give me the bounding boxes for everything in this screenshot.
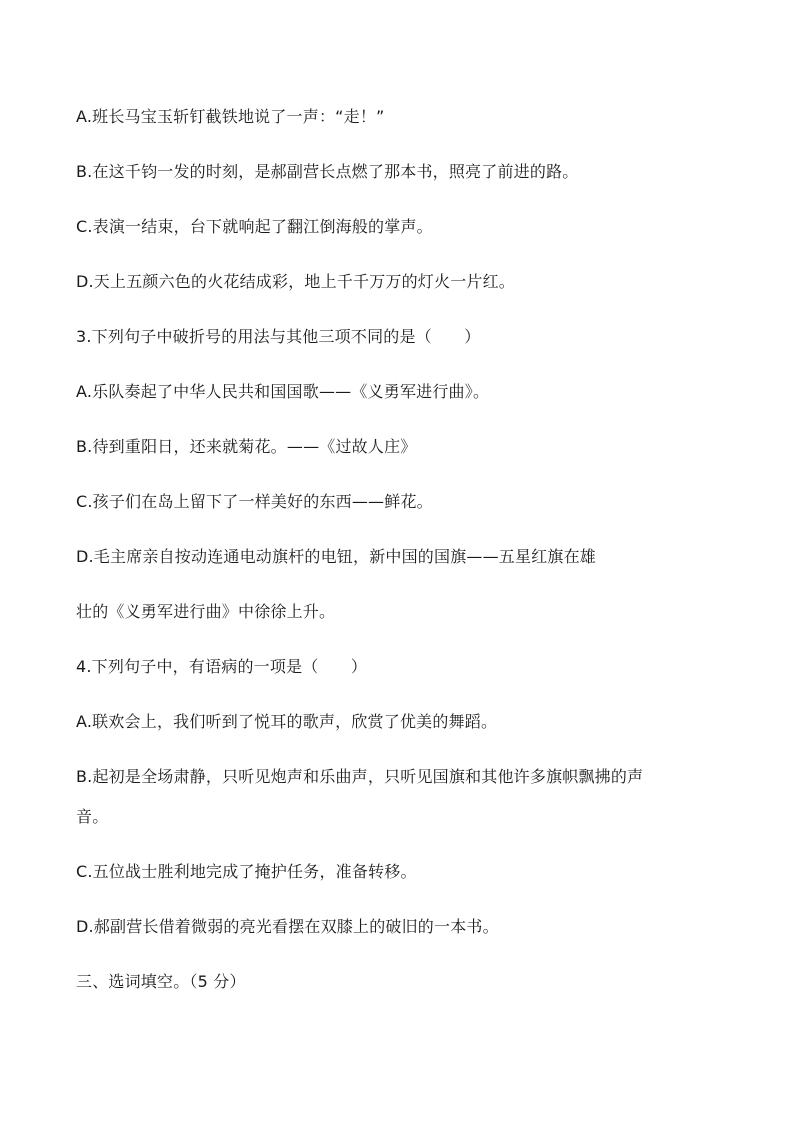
- q3-option-a: A.乐队奏起了中华人民共和国国歌——《义勇军进行曲》。: [76, 382, 490, 401]
- q2-option-d: D.天上五颜六色的火花结成彩，地上千千万万的灯火一片红。: [76, 272, 516, 291]
- q4-option-b-line-1: B.起初是全场肃静，只听见炮声和乐曲声，只听见国旗和其他许多旗帜飘拂的声: [76, 767, 644, 786]
- q4-option-a: A.联欢会上，我们听到了悦耳的歌声，欣赏了优美的舞蹈。: [76, 712, 498, 731]
- question-3-stem: 3.下列句子中破折号的用法与其他三项不同的是（ ）: [76, 327, 481, 346]
- q4-option-d: D.郝副营长借着微弱的亮光看摆在双膝上的破旧的一本书。: [76, 917, 499, 936]
- question-4-stem: 4.下列句子中，有语病的一项是（ ）: [76, 657, 368, 676]
- q2-option-c: C.表演一结束，台下就响起了翻江倒海般的掌声。: [76, 217, 433, 236]
- q2-option-a: A.班长马宝玉斩钉截铁地说了一声：“走！”: [76, 107, 385, 126]
- q3-option-c: C.孩子们在岛上留下了一样美好的东西——鲜花。: [76, 492, 433, 511]
- q3-option-d-line-2: 壮的《义勇军进行曲》中徐徐上升。: [76, 602, 336, 621]
- section-3-heading: 三、选词填空。（5 分）: [76, 972, 246, 991]
- q4-option-b-line-2: 音。: [76, 807, 109, 826]
- q3-option-b: B.待到重阳日，还来就菊花。——《过故人庄》: [76, 437, 417, 456]
- q4-option-c: C.五位战士胜利地完成了掩护任务，准备转移。: [76, 862, 417, 881]
- q3-option-d-line-1: D.毛主席亲自按动连通电动旗杆的电钮，新中国的国旗——五星红旗在雄: [76, 547, 597, 566]
- q2-option-b: B.在这千钧一发的时刻，是郝副营长点燃了那本书，照亮了前进的路。: [76, 162, 579, 181]
